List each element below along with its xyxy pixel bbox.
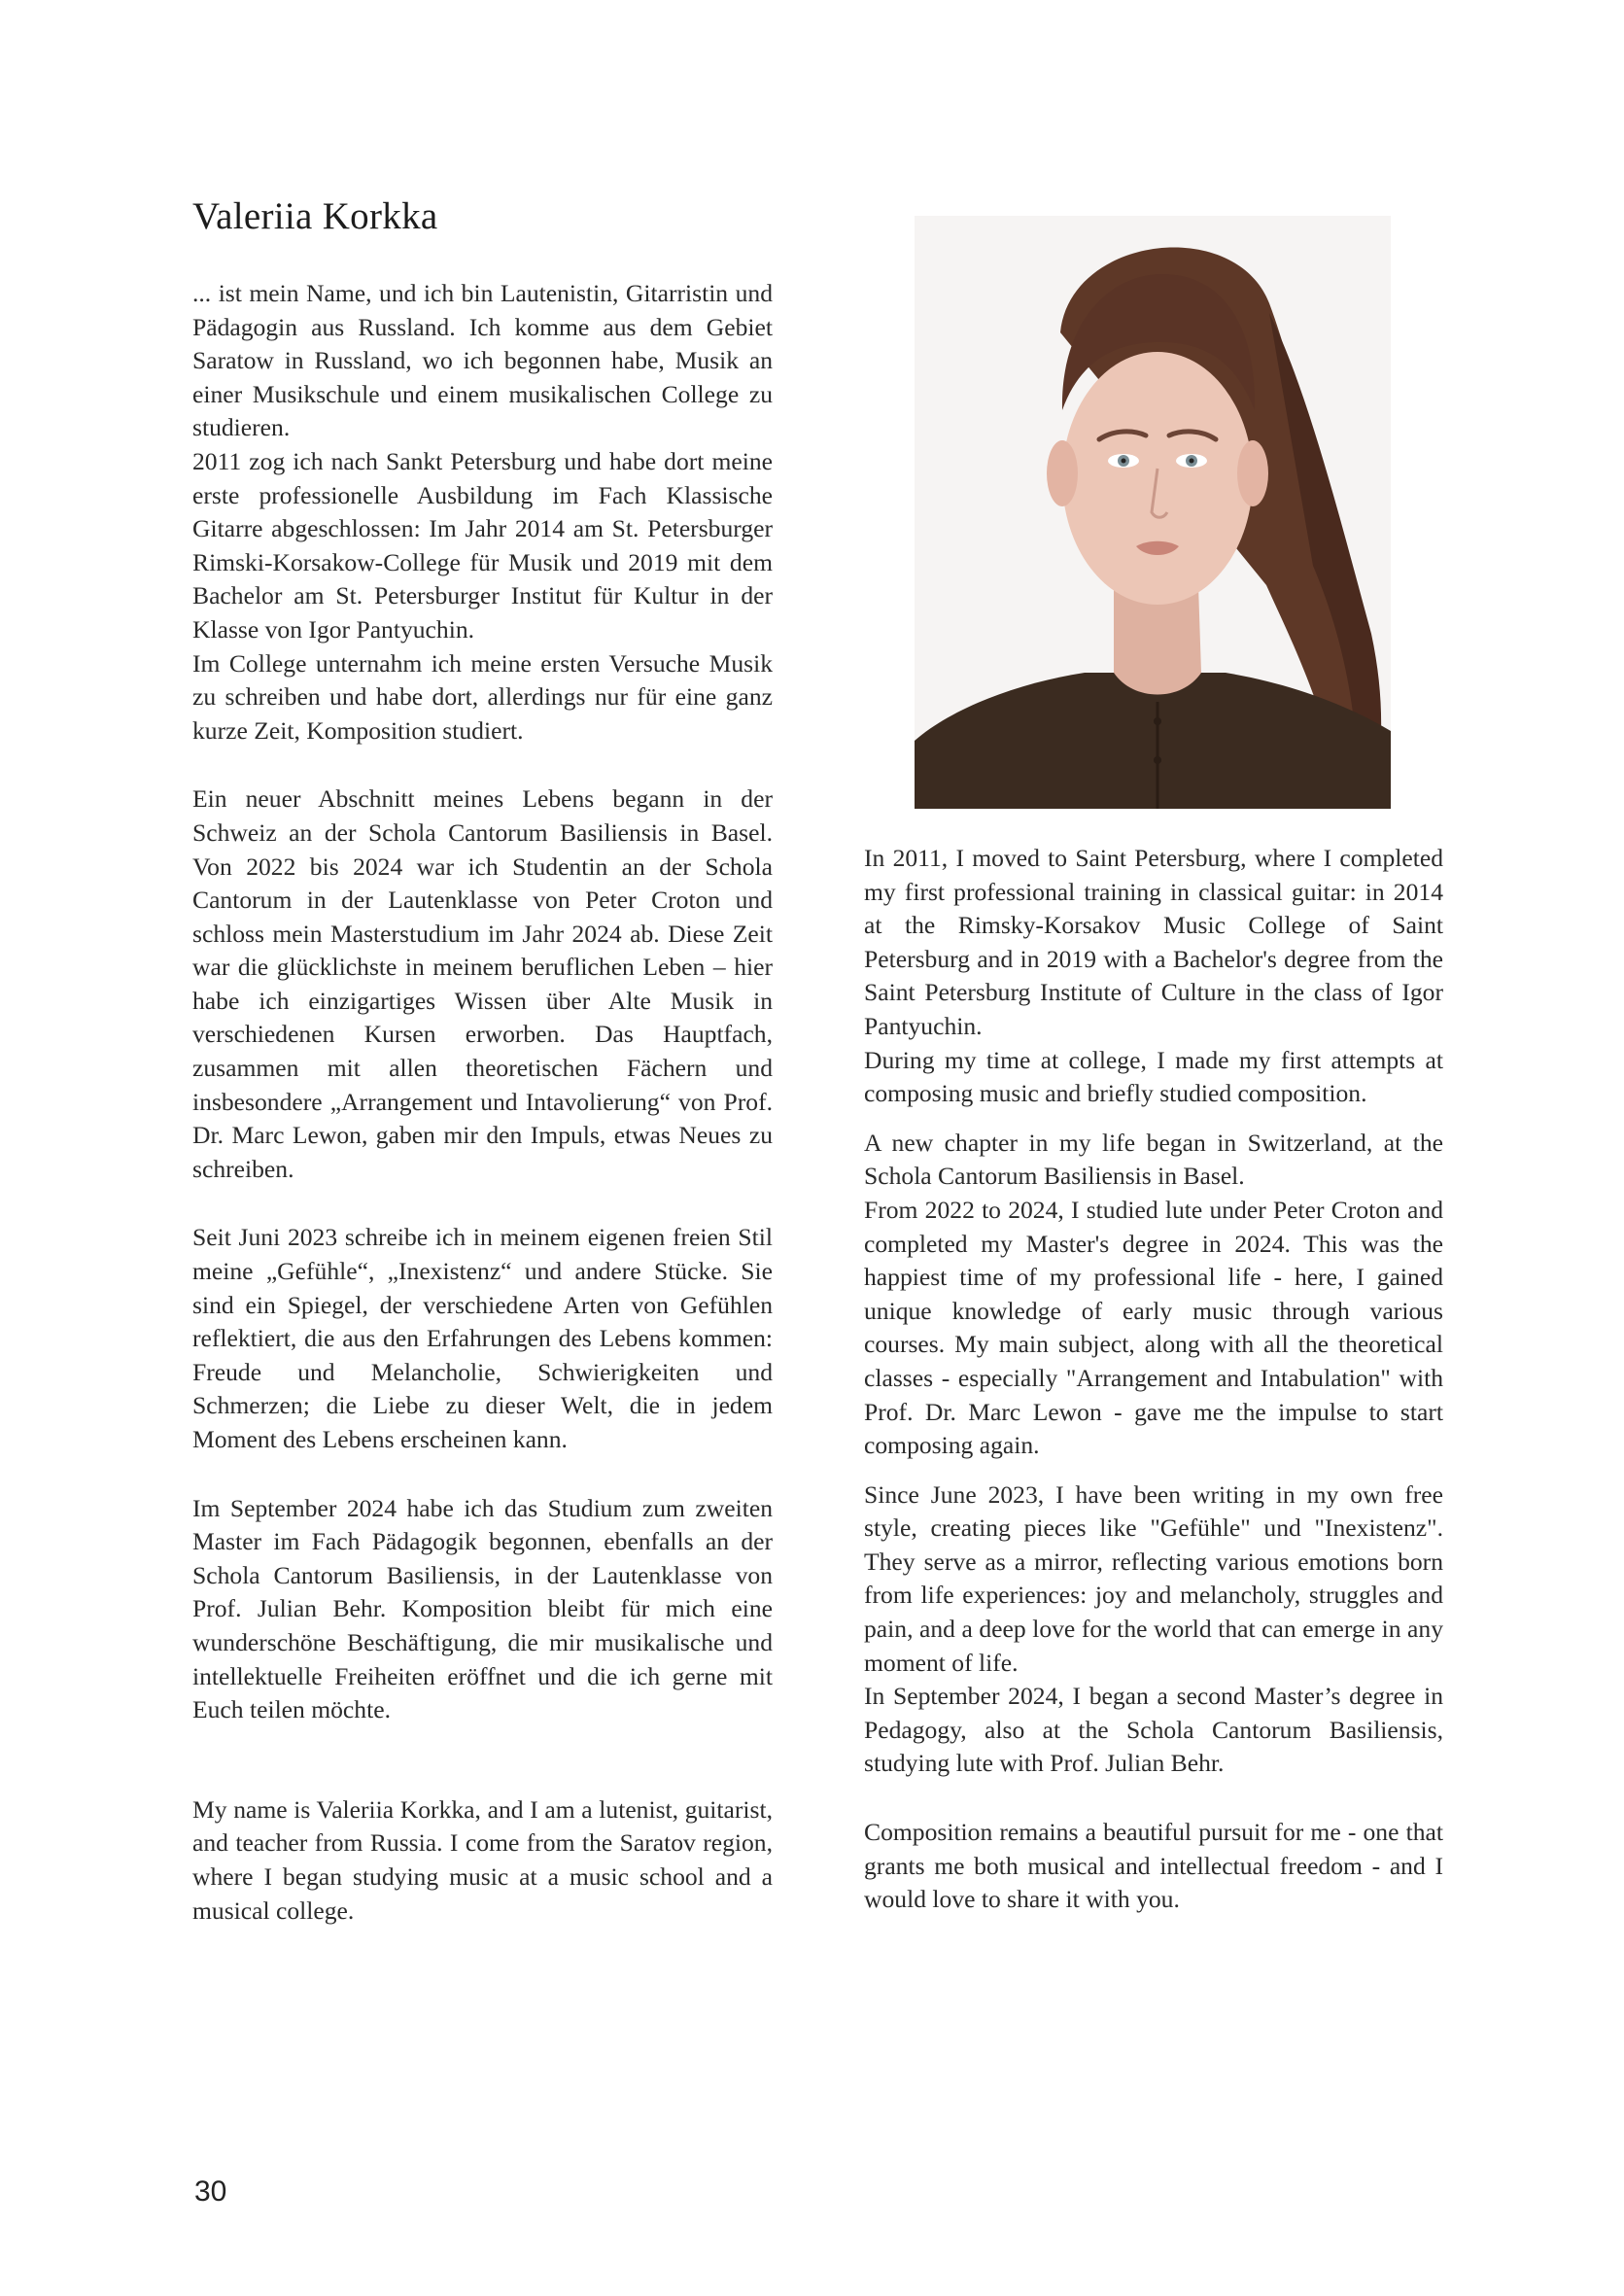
paragraph-pedagogy-de: Im September 2024 habe ich das Studium zum zweiten Master im Fach Pädagogik begonnen, ebenfalls an der Schola Cantorum Basiliensis, in der Lautenklasse von Prof. Julian Behr. Komposition bleibt für mich eine wunderschöne Beschäftigung, die mir musikalische und intellektuelle Freiheiten eröffnet und die ich gerne mit Euch teilen möchte.	[192, 1493, 773, 1724]
page-title: Valeriia Korkka	[192, 195, 438, 237]
paragraph-pedagogy-en: In September 2024, I began a second Master’s degree in Pedagogy, also at the Schola Cantorum Basiliensis, studying lute with Prof. Julian Behr.	[864, 1682, 1443, 1778]
portrait-photo	[915, 216, 1391, 809]
paragraph-closing-en: Composition remains a beautiful pursuit for me - one that grants me both musical and intellectual freedom - and I would love to share it with you.	[864, 1818, 1443, 1914]
paragraph-education-en: In 2011, I moved to Saint Petersburg, where I completed my first professional training in classical guitar: in 2014 at the Rimsky-Korsakov Music College of Saint Petersburg and in 2019 with a Bachelor's degree from the Saint Petersburg Institute of Culture in the class of Igor Pantyuchin.	[864, 844, 1443, 1040]
english-biography-column	[864, 842, 1443, 1917]
paragraph-basel-de: Ein neuer Abschnitt meines Lebens begann in der Schweiz an der Schola Cantorum Basiliensis in Basel. Von 2022 bis 2024 war ich Studentin an der Schola Cantorum in der Lautenklasse von Peter Croton und schloss mein Masterstudium im Jahr 2024 ab. Diese Zeit war die glücklichste in meinem beruflichen Leben – hier habe ich einzigartiges Wissen über Alte Musik in verschiedenen Kursen erworben. Das Hauptfach, zusammen mit allen theoretischen Fächern und insbesondere „Arrangement und Intavolierung“ von Prof. Dr. Marc Lewon, gaben mir den Impuls, etwas Neues zu schreiben.	[192, 784, 773, 1183]
german-biography-column	[192, 277, 773, 1928]
paragraph-college-en: During my time at college, I made my first attempts at composing music and briefly studied composition.	[864, 1045, 1443, 1108]
paragraph-education-de: 2011 zog ich nach Sankt Petersburg und habe dort meine erste professionelle Ausbildung im Fach Klassische Gitarre abgeschlossen: Im Jahr 2014 am St. Petersburger Rimski-Korsakow-College für Musik und 2019 mit dem Bachelor am St. Petersburger Institut für Kultur in der Klasse von Igor Pantyuchin.	[192, 446, 773, 644]
paragraph-intro-en: My name is Valeriia Korkka, and I am a lutenist, guitarist, and teacher from Russia. I come from the Saratov region, where I began studying music at a music school and a musical college.	[192, 1794, 773, 1925]
paragraph-composition-de: Seit Juni 2023 schreibe ich in meinem eigenen freien Stil meine „Gefühle“, „Inexistenz“ und andere Stücke. Sie sind ein Spiegel, der verschiedene Arten von Gefühlen reflektiert, die aus den Erfahrungen des Lebens kommen: Freude und Melancholie, Schwierigkeiten und Schmerzen; die Liebe zu dieser Welt, die in jedem Moment des Lebens erscheinen kann.	[192, 1223, 773, 1453]
paragraph-studies-en: From 2022 to 2024, I studied lute under Peter Croton and completed my Master's degree in 2024. This was the happiest time of my professional life - here, I gained unique knowledge of early music through various courses. My main subject, along with all the theoretical classes - especially "Arrangement and Intabulation" with Prof. Dr. Marc Lewon - gave me the impulse to start composing again.	[864, 1195, 1443, 1460]
paragraph-basel-en: A new chapter in my life began in Switzerland, at the Schola Cantorum Basiliensis in Basel.	[864, 1128, 1443, 1191]
paragraph-college-de: Im College unternahm ich meine ersten Versuche Musik zu schreiben und habe dort, allerdings nur für eine ganz kurze Zeit, Komposition studiert.	[192, 648, 773, 745]
paragraph-intro-de: ... ist mein Name, und ich bin Lautenistin, Gitarristin und Pädagogin aus Russland. Ich komme aus dem Gebiet Saratow in Russland, wo ich begonnen habe, Musik an einer Musikschule und einem musikalischen College zu studieren.	[192, 279, 773, 442]
paragraph-composition-en: Since June 2023, I have been writing in my own free style, creating pieces like "Gefühle" und "Inexistenz". They serve as a mirror, reflecting various emotions born from life experiences: joy and melancholy, struggles and pain, and a deep love for the world that can emerge in any moment of life.	[864, 1479, 1443, 1677]
page-number: 30	[194, 2175, 227, 2208]
